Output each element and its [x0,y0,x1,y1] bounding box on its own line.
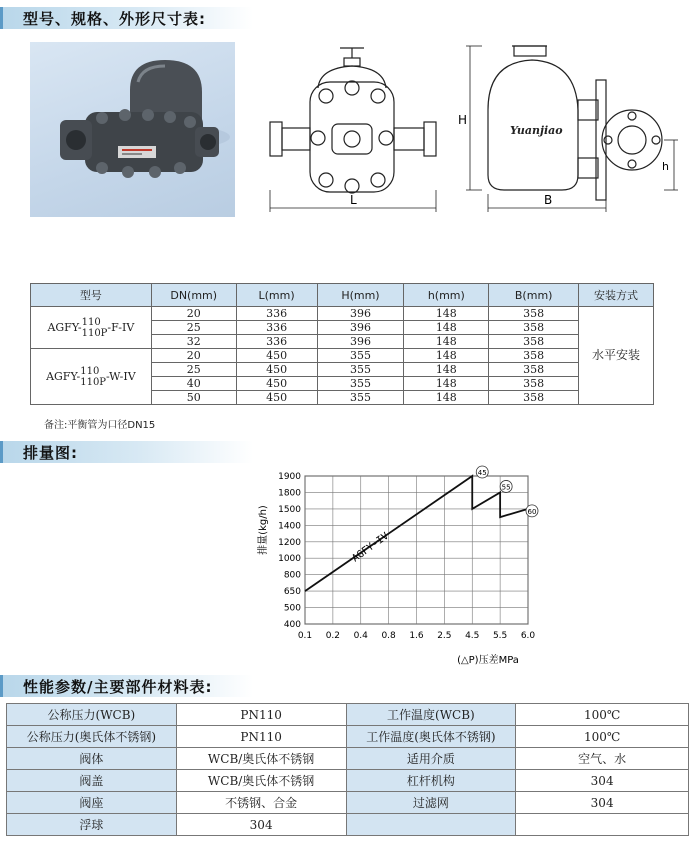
x-tick-label: 0.2 [325,631,341,641]
header-install: 安装方式 [579,284,654,307]
front-view-drawing [258,40,448,220]
y-axis-label: 排量(kg/h) [258,505,269,555]
y-tick-label: 650 [283,587,301,598]
section-title: 型号、规格、外形尺寸表: [23,10,206,28]
dim-label-h: h [662,160,669,173]
table-row [7,770,689,792]
param-name: 公称压力(WCB) [7,704,177,726]
y-tick-label: 1800 [278,488,301,499]
x-tick-label: 2.5 [437,631,452,641]
param-value: 304 [516,770,689,792]
header-l: L(mm) [236,284,317,307]
x-axis-label: (△P)压差MPa [457,655,519,666]
y-tick-label: 1000 [278,554,301,565]
annotation-label: 55 [501,483,511,492]
param-value: WCB/奥氏体不锈钢 [176,770,346,792]
table-row: 25 336 396 148 358 [31,321,654,335]
y-tick-label: 800 [283,570,301,581]
install-cell: 水平安装 [579,307,654,405]
y-tick-label: 1900 [278,472,301,482]
x-tick-label: 6.0 [520,631,536,641]
table-note: 备注:平衡管为口径DN15 [44,420,156,431]
param-name: 浮球 [7,814,177,836]
x-tick-label: 0.8 [381,631,396,641]
param-value: 304 [516,792,689,814]
x-tick-label: 1.6 [409,631,424,641]
param-name: 阀盖 [7,770,177,792]
param-name: 阀体 [7,748,177,770]
param-name: 工作温度(WCB) [346,704,516,726]
table-row: AGFY-110 110P-F-IV 20 336 396 148 358 水平安装 [31,307,654,321]
y-tick-label: 400 [283,620,301,630]
table-row: 25 450 355 148 358 [31,363,654,377]
y-tick-label: 1200 [278,537,301,548]
model-cell-w: AGFY-110 110P-W-IV [31,349,152,405]
spec-header-row [31,284,654,307]
header-dn: DN(mm) [151,284,236,307]
section-title: 排量图: [23,444,78,462]
table-row [7,726,689,748]
table-row [7,748,689,770]
discharge-chart [250,460,550,670]
y-tick-label: 1500 [278,504,301,515]
table-row [7,814,689,836]
header-small-h: h(mm) [404,284,489,307]
param-name: 公称压力(奥氏体不锈钢) [7,726,177,748]
param-value [516,814,689,836]
x-tick-label: 5.5 [492,631,508,641]
param-name [346,814,516,836]
param-value: 空气、水 [516,748,689,770]
brand-logo-text: Yuanjiao [510,124,563,137]
table-row: 40 450 355 148 358 [31,377,654,391]
param-value: 不锈钢、合金 [176,792,346,814]
header-model: 型号 [31,284,152,307]
dim-label-B: B [544,193,553,207]
param-name: 过滤网 [346,792,516,814]
header-h: H(mm) [317,284,404,307]
spec-table [30,283,654,405]
param-value: 100℃ [516,726,689,748]
dim-label-H: H [458,113,468,127]
steam-trap-image [30,42,235,217]
product-photo [30,42,235,217]
header-b: B(mm) [489,284,579,307]
x-tick-label: 0.4 [353,631,368,641]
section-header-performance [0,675,253,697]
annotation-label: 60 [527,507,537,516]
param-value: 304 [176,814,346,836]
x-tick-label: 4.5 [465,631,480,641]
performance-table [6,703,689,836]
param-name: 适用介质 [346,748,516,770]
param-name: 杠杆机构 [346,770,516,792]
side-view-drawing [452,40,682,220]
table-row: AGFY-110 110P-W-IV 20 450 355 148 358 [31,349,654,363]
param-value: PN110 [176,726,346,748]
table-row: 32 336 396 148 358 [31,335,654,349]
dim-label-L: L [350,193,357,207]
x-tick-label: 0.1 [297,631,313,641]
table-row: 50 450 355 148 358 [31,391,654,405]
y-tick-label: 1400 [278,521,301,532]
param-value: PN110 [176,704,346,726]
model-cell-f: AGFY-110 110P-F-IV [31,307,152,349]
section-header-dimensions [0,7,253,29]
table-row [7,704,689,726]
param-value: WCB/奥氏体不锈钢 [176,748,346,770]
y-tick-label: 500 [283,603,301,614]
section-title: 性能参数/主要部件材料表: [23,678,213,696]
series-label: AGFY-IV [350,530,391,565]
param-value: 100℃ [516,704,689,726]
param-name: 阀座 [7,792,177,814]
table-row [7,792,689,814]
param-name: 工作温度(奥氏体不锈钢) [346,726,516,748]
section-header-discharge [0,441,253,463]
annotation-label: 45 [477,469,487,477]
